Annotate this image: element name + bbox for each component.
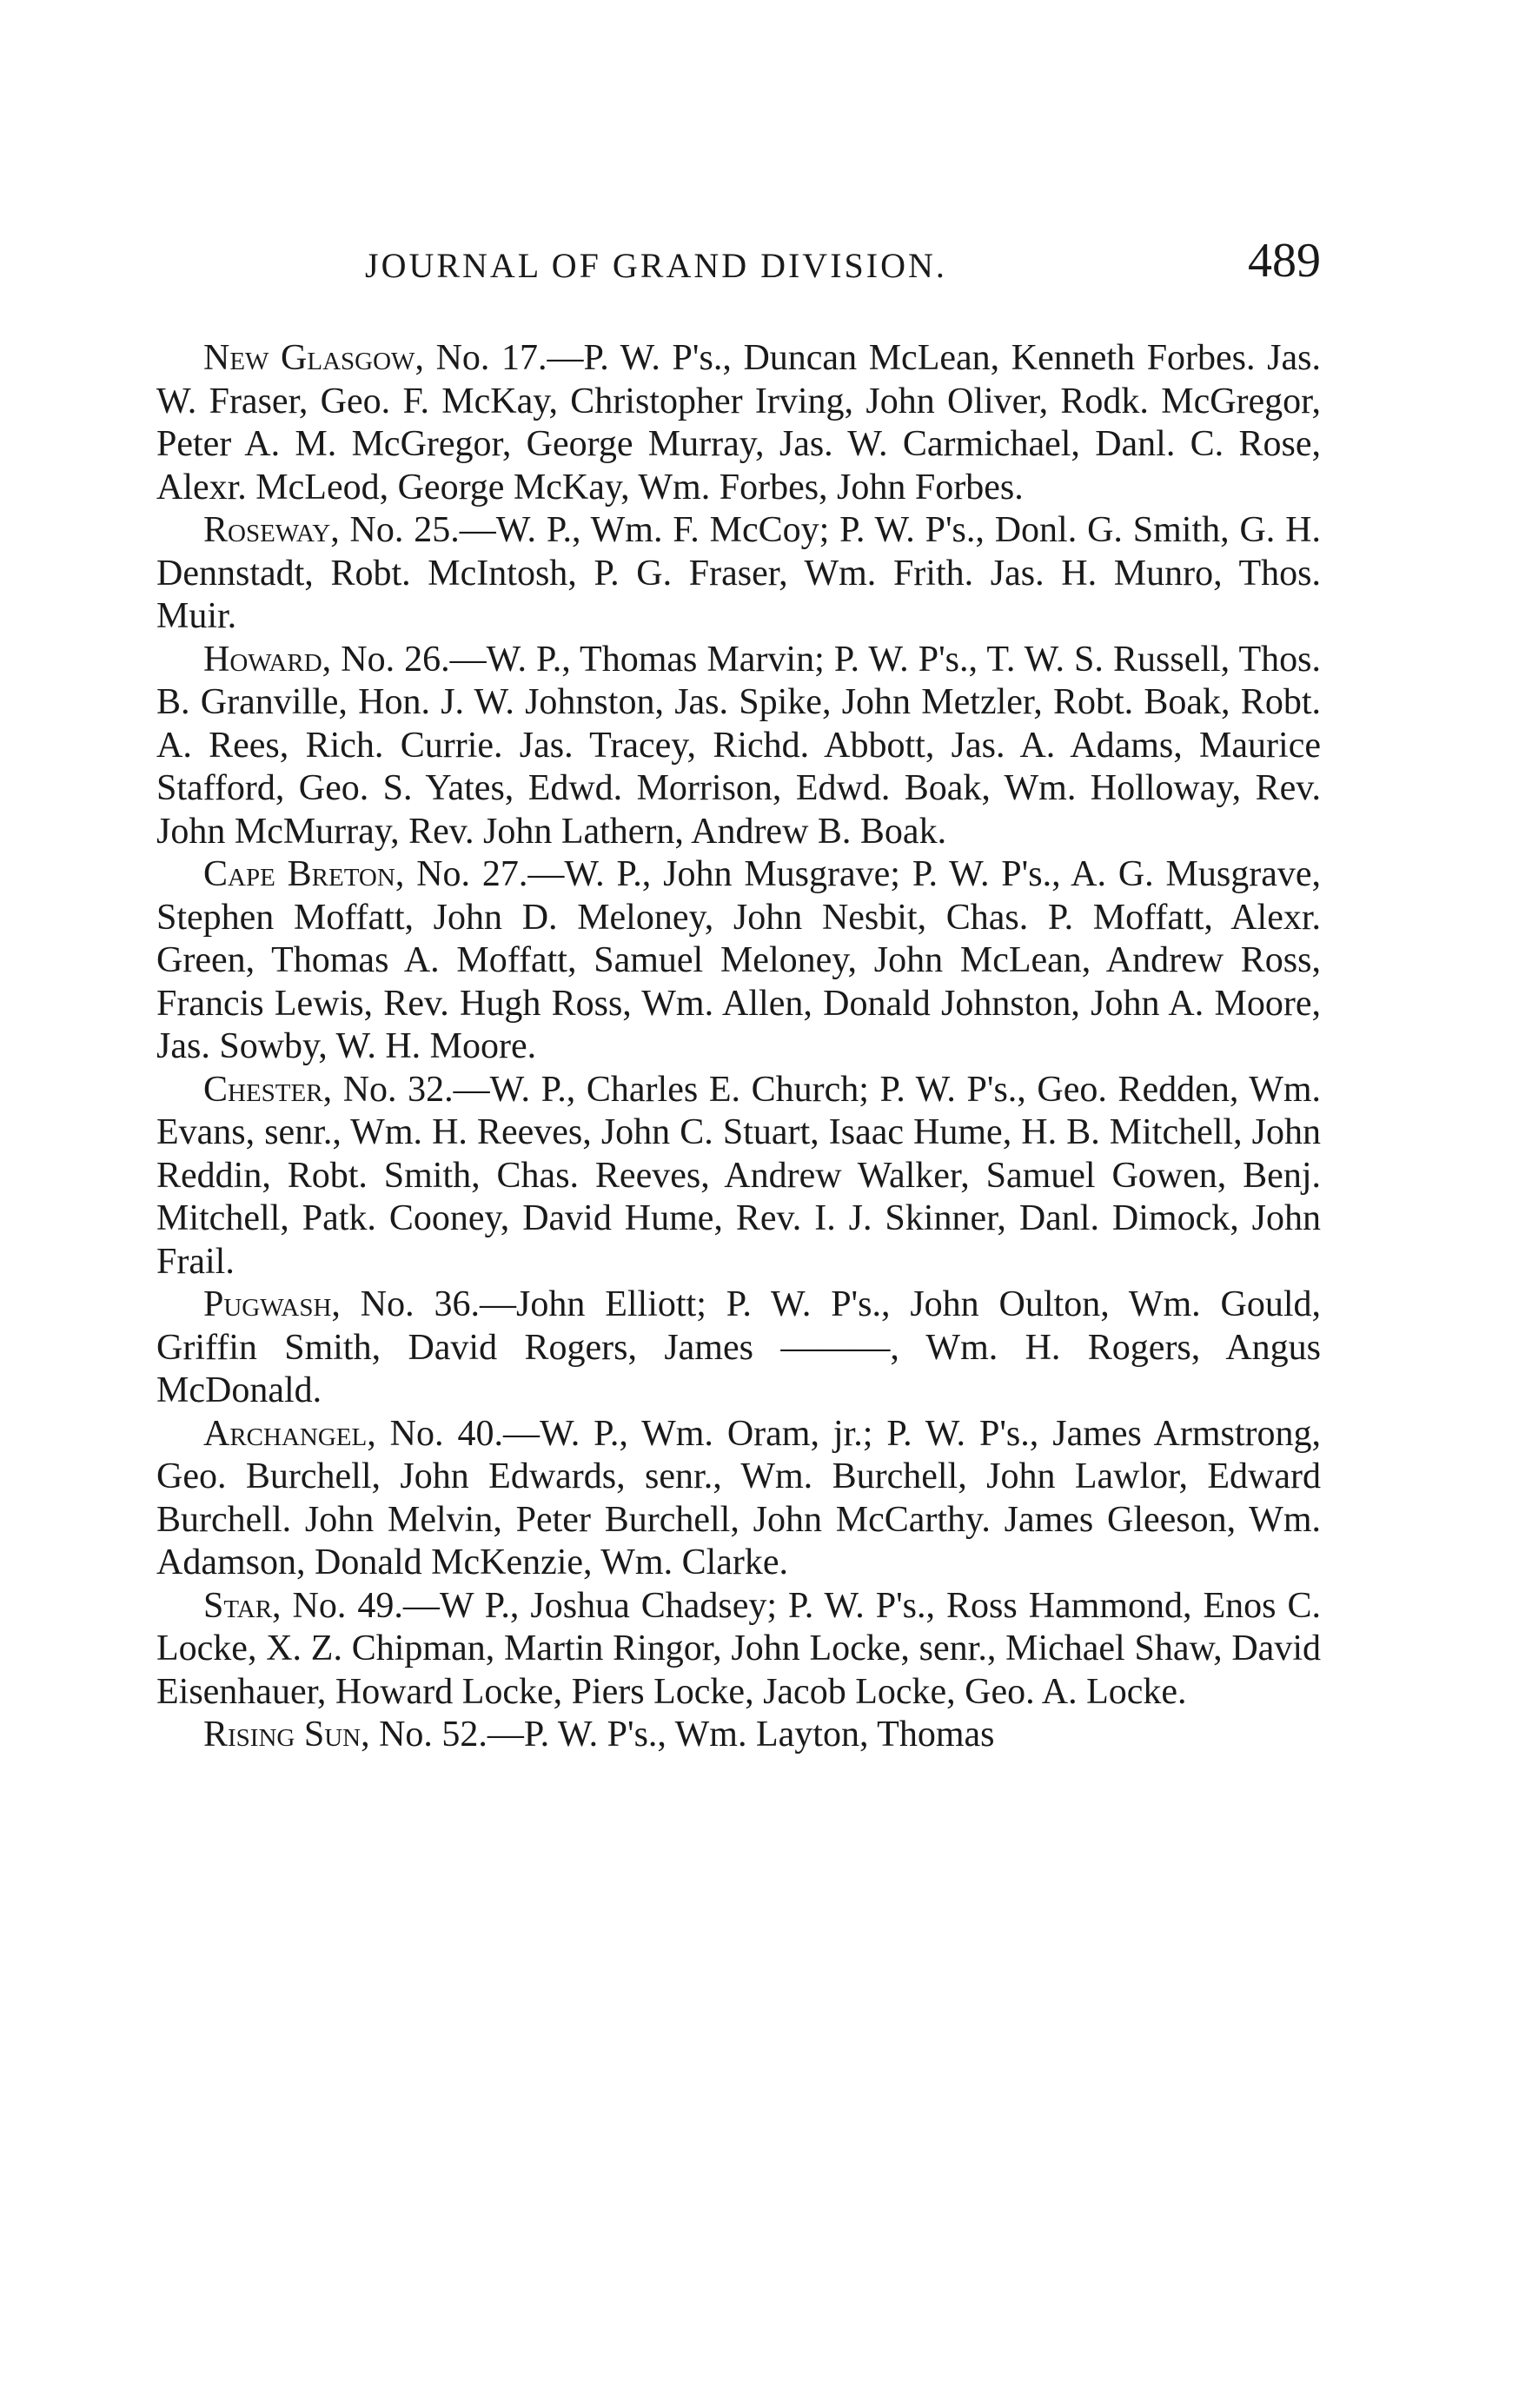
division-entry-cape-breton bbox=[156, 853, 1321, 1069]
division-entry-roseway bbox=[156, 509, 1321, 639]
page-header bbox=[156, 233, 1321, 302]
division-entry-rising-sun bbox=[156, 1714, 1321, 1757]
division-members: , No. 36.—John Elliott; P. W. P's., John Oulton, Wm. Gould, Griffin Smith, David Rogers, James ———, Wm. H. Rogers, Angus McDonald. bbox=[156, 1284, 1321, 1410]
division-members: , No. 17.—P. W. P's., Duncan McLean, Kenneth Forbes. Jas. W. Fraser, Geo. F. McKay, Christopher Irving, John Oliver, Rodk. McGregor, Peter A. M. McGregor, George Murray, Jas. W. Carmichael, Danl. C. Rose, Alexr. McLeod, George McKay, Wm. Forbes, John Forbes. bbox=[156, 338, 1321, 507]
division-entry-new-glasgow bbox=[156, 337, 1321, 509]
division-entry-chester bbox=[156, 1069, 1321, 1284]
division-members: , No. 25.—W. P., Wm. F. McCoy; P. W. P's., Donl. G. Smith, G. H. Dennstadt, Robt. McIntosh, P. G. Fraser, Wm. Frith. Jas. H. Munro, Thos. Muir. bbox=[156, 510, 1321, 636]
division-name: Rising Sun bbox=[203, 1715, 361, 1755]
division-members: , No. 27.—W. P., John Musgrave; P. W. P's., A. G. Musgrave, Stephen Moffatt, John D. Meloney, John Nesbit, Chas. P. Moffatt, Alexr. Green, Thomas A. Moffatt, Samuel Meloney, John McLean, Andrew Ross, Francis Lewis, Rev. Hugh Ross, Wm. Allen, Donald Johnston, John A. Moore, Jas. Sowby, W. H. Moore. bbox=[156, 854, 1321, 1066]
division-name: Archangel bbox=[203, 1413, 368, 1454]
division-members: , No. 52.—P. W. P's., Wm. Layton, Thomas bbox=[361, 1715, 995, 1755]
division-entry-pugwash bbox=[156, 1284, 1321, 1413]
division-members: , No. 49.—W P., Joshua Chadsey; P. W. P's., Ross Hammond, Enos C. Locke, X. Z. Chipman, Martin Ringor, John Locke, senr., Michael Shaw, David Eisenhauer, Howard Locke, Piers Locke, Jacob Locke, Geo. A. Locke. bbox=[156, 1585, 1321, 1712]
division-entry-howard bbox=[156, 639, 1321, 854]
division-name: Pugwash bbox=[203, 1284, 332, 1324]
division-name: Roseway bbox=[203, 510, 331, 550]
division-list bbox=[156, 337, 1321, 1757]
division-name: Cape Breton bbox=[203, 854, 395, 894]
division-entry-archangel bbox=[156, 1413, 1321, 1585]
division-name: Star bbox=[203, 1585, 273, 1626]
division-members: , No. 40.—W. P., Wm. Oram, jr.; P. W. P's., James Armstrong, Geo. Burchell, John Edwards, senr., Wm. Burchell, John Lawlor, Edward Burchell. John Melvin, Peter Burchell, John McCarthy. James Gleeson, Wm. Adamson, Donald McKenzie, Wm. Clarke. bbox=[156, 1413, 1321, 1582]
division-entry-star bbox=[156, 1585, 1321, 1715]
division-members: , No. 26.—W. P., Thomas Marvin; P. W. P's., T. W. S. Russell, Thos. B. Granville, Hon. J. W. Johnston, Jas. Spike, John Metzler, Robt. Boak, Robt. A. Rees, Rich. Currie. Jas. Tracey, Richd. Abbott, Jas. A. Adams, Maurice Stafford, Geo. S. Yates, Edwd. Morrison, Edwd. Boak, Wm. Holloway, Rev. John McMurray, Rev. John Lathern, Andrew B. Boak. bbox=[156, 639, 1321, 852]
division-name: New Glasgow bbox=[203, 338, 415, 378]
division-members: , No. 32.—W. P., Charles E. Church; P. W. P's., Geo. Redden, Wm. Evans, senr., Wm. H. Reeves, John C. Stuart, Isaac Hume, H. B. Mitchell, John Reddin, Robt. Smith, Chas. Reeves, Andrew Walker, Samuel Gowen, Benj. Mitchell, Patk. Cooney, David Hume, Rev. I. J. Skinner, Danl. Dimock, John Frail. bbox=[156, 1069, 1321, 1282]
division-name: Chester bbox=[203, 1069, 323, 1110]
page-number: 489 bbox=[1248, 234, 1321, 288]
running-head: JOURNAL OF GRAND DIVISION. bbox=[365, 246, 947, 285]
page bbox=[156, 0, 1321, 2408]
division-name: Howard bbox=[203, 639, 322, 680]
